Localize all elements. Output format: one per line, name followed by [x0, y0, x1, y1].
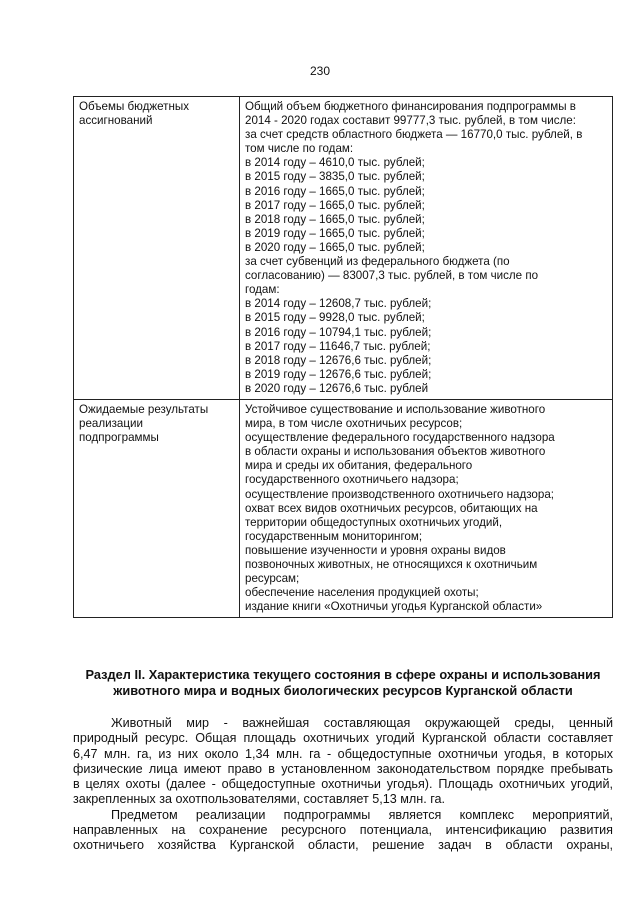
label-line: подпрограммы	[79, 431, 159, 445]
body-line: Животный мир - важнейшая составляющая окружающей среды, ценный	[111, 716, 613, 730]
section-heading	[73, 667, 613, 699]
value-line: 2014 - 2020 годах составит 99777,3 тыс. рублей, в том числе:	[245, 114, 576, 128]
value-line: годам:	[245, 283, 280, 297]
value-line: в 2016 году – 1665,0 тыс. рублей;	[245, 184, 425, 198]
value-line: в 2017 году – 1665,0 тыс. рублей;	[245, 198, 425, 212]
label-line: Ожидаемые результаты	[79, 402, 209, 416]
body-text	[73, 716, 613, 854]
body-line: направленных на сохранение ресурсного потенциала, интенсификацию развития	[73, 823, 613, 838]
value-line: в 2019 году – 12676,6 тыс. рублей;	[245, 367, 432, 381]
value-line: государственного охотничьего надзора;	[245, 473, 459, 487]
value-cell-budget	[240, 97, 613, 400]
label-cell-results	[74, 399, 240, 617]
value-line: мира и среды их обитания, федерального	[245, 459, 473, 473]
value-line: осуществление федерального государственного надзора	[245, 431, 555, 445]
label-line: реализации	[79, 417, 143, 431]
label-line: Объемы бюджетных	[79, 100, 189, 113]
value-cell-results	[240, 399, 613, 617]
value-line: в 2017 году – 11646,7 тыс. рублей;	[245, 339, 431, 353]
page-number: 230	[309, 64, 331, 78]
value-line: в 2014 году – 12608,7 тыс. рублей;	[245, 297, 432, 311]
value-line: в 2020 году – 12676,6 тыс. рублей	[245, 381, 429, 395]
value-line: издание книги «Охотничьи угодья Курганской области»	[245, 600, 543, 614]
value-line: в 2015 году – 9928,0 тыс. рублей;	[245, 311, 425, 325]
value-line: в области охраны и использования объектов животного	[245, 445, 546, 459]
body-line: физические лица имеют право в установленном законодательством порядке пребывать	[73, 761, 613, 776]
subprogram-passport-table	[73, 96, 613, 618]
label-line: ассигнований	[79, 114, 153, 128]
value-line: за счет средств областного бюджета — 16770,0 тыс. рублей, в	[245, 128, 583, 142]
value-line: в 2014 году – 4610,0 тыс. рублей;	[245, 156, 425, 170]
value-line: в 2018 году – 1665,0 тыс. рублей;	[245, 212, 425, 226]
label-cell-budget	[74, 97, 240, 400]
body-line: природный ресурс. Общая площадь охотничьих угодий Курганской области составляет	[73, 731, 613, 746]
value-line: в 2019 году – 1665,0 тыс. рублей;	[245, 226, 425, 240]
value-line: в 2018 году – 12676,6 тыс. рублей;	[245, 353, 432, 367]
value-line: в 2020 году – 1665,0 тыс. рублей;	[245, 240, 425, 254]
value-line: повышение изученности и уровня охраны видов	[245, 543, 506, 557]
value-line: ресурсам;	[245, 572, 300, 586]
value-line: в 2015 году – 3835,0 тыс. рублей;	[245, 170, 425, 184]
value-line: за счет субвенций из федерального бюджета (по	[245, 255, 510, 269]
value-line: обеспечение населения продукцией охоты;	[245, 586, 479, 600]
table-row-budget	[74, 97, 613, 400]
value-line: территории общедоступных охотничьих угодий,	[245, 515, 503, 529]
body-line: охотничьего хозяйства Курганской области, решение задач в области охраны,	[73, 838, 613, 853]
body-line: закрепленных за охотпользователями, составляет 5,13 млн. га.	[73, 792, 446, 807]
value-line: Общий объем бюджетного финансирования подпрограммы в	[245, 100, 576, 113]
value-line: позвоночных животных, не относящихся к охотничьим	[245, 558, 538, 571]
body-line: 6,47 млн. га, из них около 1,34 млн. га - общедоступные охотничьи угодья, в которых	[73, 746, 613, 761]
value-line: охват всех видов охотничьих ресурсов, обитающих на	[245, 501, 538, 515]
table-row-results	[74, 399, 613, 617]
value-line: Устойчивое существование и использование животного	[245, 402, 546, 416]
value-line: согласованию) — 83007,3 тыс. рублей, в том числе по	[245, 269, 539, 283]
body-line: в целях охоты (далее - общедоступные охотничьи угодья). Площадь охотничьих угодий,	[73, 777, 613, 792]
value-line: осуществление производственного охотничьего надзора;	[245, 487, 554, 501]
section-heading-line: животного мира и водных биологических ресурсов Курганской области	[113, 683, 573, 698]
value-line: том числе по годам:	[245, 142, 354, 156]
value-line: в 2016 году – 10794,1 тыс. рублей;	[245, 325, 432, 339]
value-line: мира, в том числе охотничьих ресурсов;	[245, 417, 463, 431]
value-line: государственным мониторингом;	[245, 529, 423, 543]
body-line: Предметом реализации подпрограммы является комплекс мероприятий,	[111, 807, 613, 822]
section-heading-line: Раздел II. Характеристика текущего состояния в сфере охраны и использования	[85, 667, 601, 682]
